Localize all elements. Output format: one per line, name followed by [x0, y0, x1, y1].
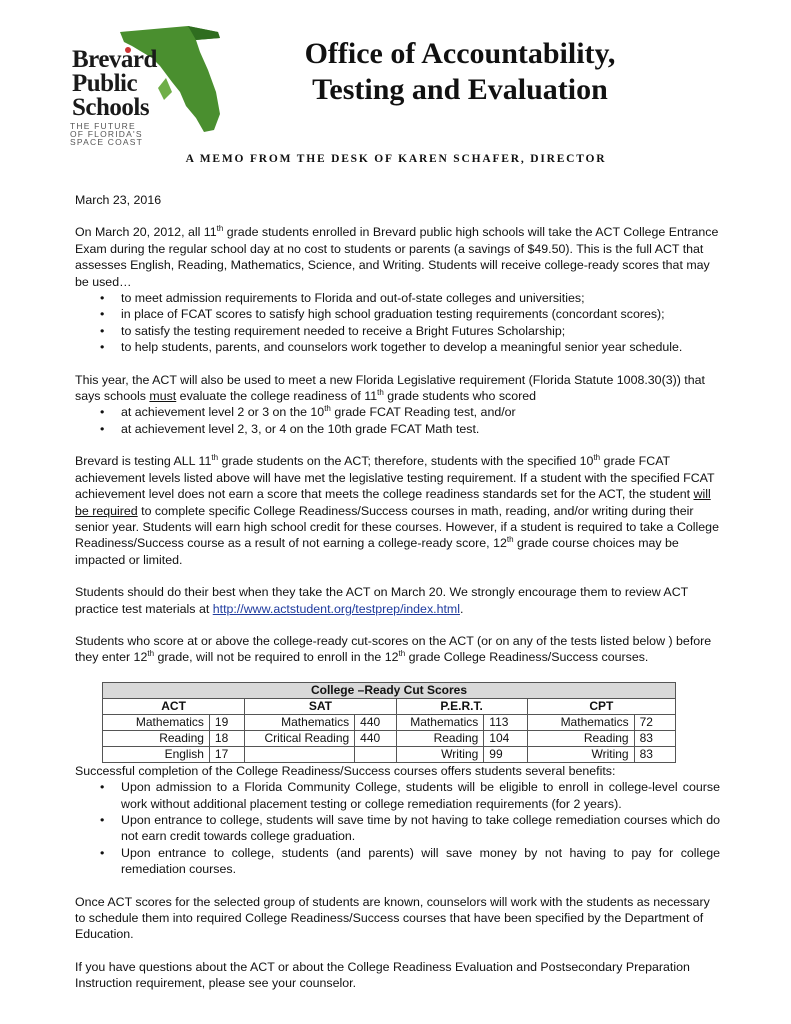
bullet-list-levels	[75, 404, 720, 437]
list-item: • to satisfy the testing requirement needed to receive a Bright Futures Scholarship;	[75, 323, 720, 339]
paragraph-questions: If you have questions about the ACT or about the College Readiness Evaluation and Postsecondary Preparation Instruction requirement, please see your counselor.	[75, 959, 690, 991]
list-item: • at achievement level 2, 3, or 4 on the 10th grade FCAT Math test.	[75, 421, 720, 437]
cut-scores-table-wrap	[102, 682, 676, 763]
bullet-list-uses	[75, 290, 720, 356]
paragraph-legislative: This year, the ACT will also be used to meet a new Florida Legislative requirement (Florida Statute 1008.30(3)) that says schools must evaluate the college readiness of 11th grade students who scored	[75, 372, 705, 404]
paragraph-practice: Students should do their best when they take the ACT on March 20. We strongly encourage them to review ACT practice test materials at http://www.actstudent.org/testprep/index.html.	[75, 585, 688, 616]
table-cell: Reading	[396, 730, 484, 746]
table-cell: Mathematics	[396, 714, 484, 730]
list-item: • Upon entrance to college, students (and parents) will save money by not having to pay for college remediation courses.	[75, 845, 720, 878]
table-cell: 104	[484, 730, 527, 746]
table-cell: 18	[209, 730, 244, 746]
paragraph-cut-scores: Students who score at or above the college-ready cut-scores on the ACT (or on any of the tests listed below ) before they enter 12th grade, will not be required to enroll in the 12th grade College Readiness/Success courses.	[75, 633, 712, 665]
table-header-act: ACT	[103, 698, 245, 714]
table-cell: Reading	[527, 730, 634, 746]
table-header-cpt: CPT	[527, 698, 675, 714]
paragraph-intro: On March 20, 2012, all 11th grade students enrolled in Brevard public high schools will take the ACT College Entrance Exam during the regular school day at no cost to students or parents (a savings of $49.50). This is the full ACT that assesses English, Reading, Mathematics, Science, and Writing. Students will receive college-ready scores that may be used…	[75, 224, 719, 289]
table-cell: 99	[484, 746, 527, 762]
list-item: • at achievement level 2 or 3 on the 10th grade FCAT Reading test, and/or	[75, 404, 720, 420]
logo-tagline-1: THE FUTURE	[70, 121, 136, 131]
list-item: • in place of FCAT scores to satisfy high school graduation testing requirements (concordant scores);	[75, 306, 720, 322]
table-caption: College –Ready Cut Scores	[103, 682, 676, 698]
logo-tagline-3: SPACE COAST	[70, 137, 144, 147]
table-cell: Mathematics	[245, 714, 355, 730]
memo-body	[75, 192, 720, 992]
brevard-logo	[68, 22, 228, 147]
table-cell: 113	[484, 714, 527, 730]
table-cell: 83	[634, 730, 675, 746]
table-cell: 440	[355, 714, 396, 730]
actstudent-link[interactable]: http://www.actstudent.org/testprep/index.html	[212, 601, 460, 616]
table-header-sat: SAT	[245, 698, 396, 714]
table-cell	[245, 746, 355, 762]
table-header-pert: P.E.R.T.	[396, 698, 527, 714]
list-item: • Upon admission to a Florida Community College, students will be eligible to enroll in college-level course work without additional placement testing or college remediation requirements (for 2 years).	[75, 779, 720, 812]
logo-text-public: Public	[72, 70, 138, 97]
paragraph-benefits: Successful completion of the College Readiness/Success courses offers students several benefits:	[75, 763, 616, 778]
list-item: • to help students, parents, and counselors work together to develop a meaningful senior year schedule.	[75, 339, 720, 355]
table-cell: Writing	[527, 746, 634, 762]
table-cell: Writing	[396, 746, 484, 762]
table-cell: Critical Reading	[245, 730, 355, 746]
table-cell: 19	[209, 714, 244, 730]
title-line-2: Testing and Evaluation	[312, 73, 608, 106]
logo-text-schools: Schools	[72, 94, 150, 121]
table-row	[103, 746, 676, 762]
paragraph-testing-all: Brevard is testing ALL 11th grade students on the ACT; therefore, students with the specified 10th grade FCAT achievement levels listed above will have met the legislative testing requirement. If a student with the specified FCAT achievement level does not earn a score that meets the college readiness standards set for the ACT, the student will be required to complete specific College Readiness/Success courses in math, reading, and/or writing during their senior year. Students will earn high school credit for these courses. However, if a student is required to take a College Readiness/Success course as a result of not earning a college-ready score, 12th grade course choices may be impacted or limited.	[75, 453, 719, 567]
list-item: • to meet admission requirements to Florida and out-of-state colleges and universities;	[75, 290, 720, 306]
table-cell: 17	[209, 746, 244, 762]
paragraph-counselors: Once ACT scores for the selected group of students are known, counselors will work with the students as necessary to schedule them into required College Readiness/Success courses that have been specified by the Department of Education.	[75, 894, 710, 942]
table-cell: Mathematics	[527, 714, 634, 730]
logo-text-brevard: Brevard	[72, 46, 157, 73]
table-cell: 72	[634, 714, 675, 730]
table-cell: Mathematics	[103, 714, 210, 730]
logo-tagline-2: OF FLORIDA'S	[70, 129, 143, 139]
table-cell: 440	[355, 730, 396, 746]
table-cell: 83	[634, 746, 675, 762]
page-title	[260, 36, 660, 108]
list-item: • Upon entrance to college, students will save time by not having to take college remediation courses which do not earn credit towards college graduation.	[75, 812, 720, 845]
memo-header: A MEMO FROM THE DESK OF KAREN SCHAFER, DIRECTOR	[185, 153, 607, 165]
title-line-1: Office of Accountability,	[304, 37, 616, 70]
bullet-list-benefits	[75, 779, 720, 877]
table-row	[103, 714, 676, 730]
table-row	[103, 730, 676, 746]
table-cell	[355, 746, 396, 762]
table-cell: Reading	[103, 730, 210, 746]
cut-scores-table	[102, 682, 676, 763]
table-cell: English	[103, 746, 210, 762]
memo-date: March 23, 2016	[75, 193, 162, 207]
